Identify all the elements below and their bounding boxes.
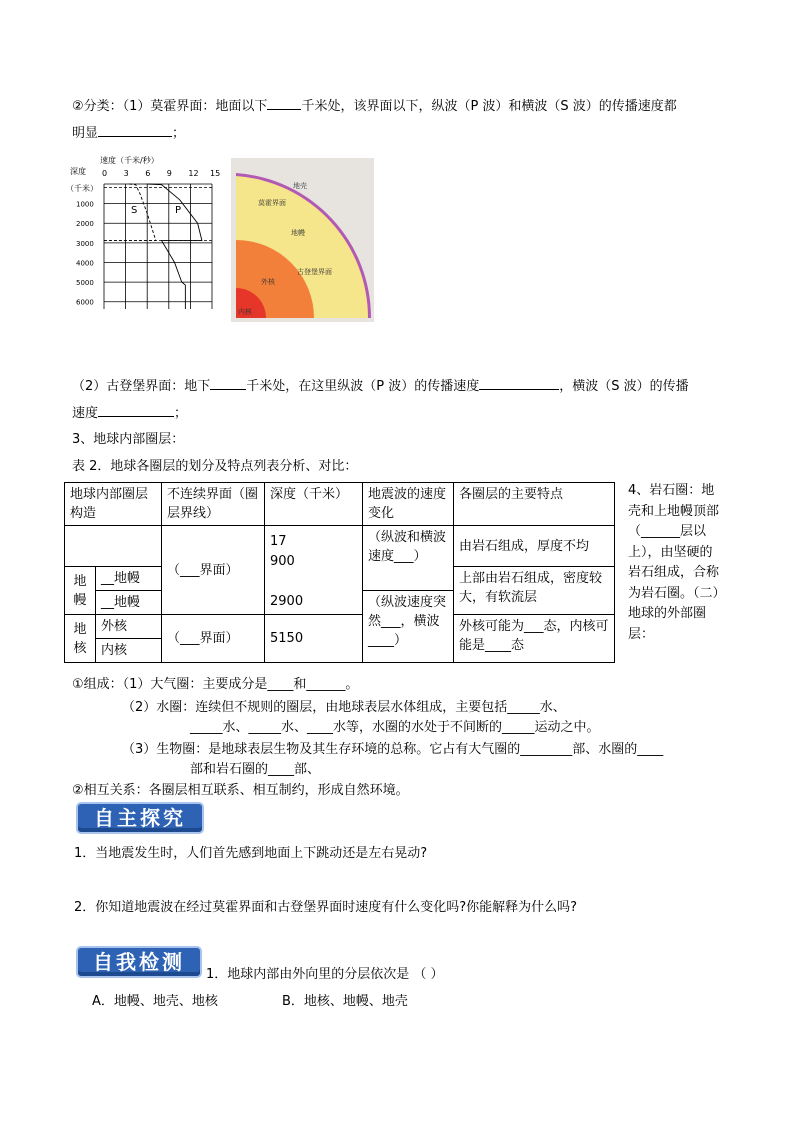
explore-question-1: 1．当地震发生时，人们首先感到地面上下跳动还是左右晃动? bbox=[74, 846, 428, 861]
p-wave-blank[interactable] bbox=[479, 377, 559, 390]
label-crust: 地壳 bbox=[293, 182, 307, 190]
label-mantle: 地幔 bbox=[291, 229, 305, 237]
series-line-s bbox=[104, 184, 156, 241]
cell-interface-1[interactable]: （___界面） bbox=[162, 526, 265, 615]
gutenberg-question-line bbox=[72, 377, 689, 396]
depth-tick-4000: 4000 bbox=[76, 259, 94, 268]
test-question-1: 1．地球内部由外向里的分层依次是 （ ） bbox=[206, 967, 444, 982]
cell-feature-crust: 由岩石组成，厚度不均 bbox=[454, 526, 615, 567]
label-gutenberg: 古登堡界面 bbox=[297, 268, 332, 276]
speed-tick-6: 6 bbox=[145, 169, 151, 178]
cell-depth-5150: 5150 bbox=[265, 615, 363, 663]
series-line-p bbox=[147, 184, 202, 309]
gutenberg-text-b: 千米处，在这里纵波（P 波）的传播速度 bbox=[246, 379, 480, 394]
cell-mantle: 地幔 bbox=[65, 567, 96, 615]
cell-core: 地核 bbox=[65, 615, 96, 663]
option-a[interactable]: A．地幔、地壳、地核 bbox=[92, 994, 218, 1009]
header-features: 各圈层的主要特点 bbox=[454, 483, 615, 526]
speed-tick-0: 0 bbox=[102, 169, 108, 178]
composition-line-3: _____水、_____水、____水等，水圈的水处于不间断的_____运动之中。 bbox=[190, 720, 600, 735]
table-row-crust bbox=[65, 526, 615, 567]
moho-depth-blank[interactable] bbox=[267, 97, 301, 110]
explore-badge: 自主探究 bbox=[76, 802, 204, 834]
composition-line-4: （3）生物圈：是地球表层生物及其生存环境的总称。它占有大气圈的________部、水圈的____ bbox=[122, 742, 664, 757]
header-structure: 地球内部圈层构造 bbox=[65, 483, 162, 526]
composition-line-2: （2）水圈：连续但不规则的圈层，由地球表层水体组成，主要包括_____水、 bbox=[122, 700, 566, 715]
table-caption: 表 2．地球各圈层的划分及特点列表分析、对比： bbox=[72, 459, 358, 474]
header-wave: 地震波的速度变化 bbox=[363, 483, 454, 526]
chart-title: 速度（千米/秒） bbox=[100, 156, 159, 165]
cell-upper-mantle[interactable]: __地幔 bbox=[96, 567, 162, 591]
moho-text-a: ②分类：（1）莫霍界面：地面以下 bbox=[72, 99, 268, 114]
depth-tick-6000: 6000 bbox=[76, 298, 94, 307]
earth-layers-table bbox=[64, 482, 615, 663]
section-heading: 3、地球内部圈层： bbox=[72, 432, 185, 447]
depth-tick-2000: 2000 bbox=[76, 220, 94, 229]
label-moho: 莫霍界面 bbox=[258, 199, 286, 207]
cell-wave-1[interactable]: （纵波和横波速度___） bbox=[363, 526, 454, 591]
table-header-row bbox=[65, 483, 615, 526]
cell-crust-empty[interactable] bbox=[65, 526, 162, 567]
depth-tick-3000: 3000 bbox=[76, 239, 94, 248]
speed-tick-12: 12 bbox=[188, 169, 199, 178]
cell-feature-mantle: 上部由岩石组成，密度较大，有软流层 bbox=[454, 567, 615, 615]
header-depth: 深度（千米） bbox=[265, 483, 363, 526]
series-label-s: S bbox=[131, 205, 138, 216]
gutenberg-question-line-2: 速度 ； bbox=[72, 406, 188, 421]
cell-outer-core: 外核 bbox=[96, 615, 162, 639]
cell-lower-mantle[interactable]: __地幔 bbox=[96, 591, 162, 615]
table-row-outer-core bbox=[65, 615, 615, 639]
earth-structure-diagram bbox=[231, 158, 374, 322]
cell-depths-upper bbox=[265, 526, 363, 615]
cell-feature-core[interactable]: 外核可能为___态，内核可能是____态 bbox=[454, 615, 615, 663]
moho-question-line bbox=[72, 97, 677, 116]
cell-inner-core: 内核 bbox=[96, 639, 162, 663]
depth-unit-label: （千米） bbox=[66, 184, 98, 193]
series-label-p: P bbox=[175, 205, 182, 216]
self-test-badge: 自我检测 bbox=[76, 946, 202, 978]
speed-tick-15: 15 bbox=[210, 169, 221, 178]
cell-interface-2[interactable]: （___界面） bbox=[162, 615, 265, 663]
header-interface: 不连续界面（圈层界线） bbox=[162, 483, 265, 526]
lithosphere-side-text: 4、岩石圈：地壳和上地幔顶部（______层以上），由坚硬的岩石组成，合称为岩石圈。（二）地球的外部圈层： bbox=[628, 483, 720, 642]
gutenberg-text-a: （2）古登堡界面：地下 bbox=[72, 379, 211, 394]
gutenberg-text-c: ，横波（S 波）的传播 bbox=[559, 379, 689, 394]
s-wave-blank[interactable] bbox=[98, 404, 174, 417]
depth-2900: 2900 bbox=[270, 594, 304, 609]
moho-text-c: 明显 bbox=[72, 126, 99, 141]
depth-900: 900 bbox=[270, 554, 295, 569]
gutenberg-depth-blank[interactable] bbox=[210, 377, 246, 390]
moho-text-b: 千米处，该界面以下，纵波（P 波）和横波（S 波）的传播速度都 bbox=[301, 99, 677, 114]
label-outer-core: 外核 bbox=[261, 278, 275, 286]
depth-tick-5000: 5000 bbox=[76, 279, 94, 288]
option-b[interactable]: B．地核、地幔、地壳 bbox=[282, 994, 408, 1009]
label-inner-core: 内核 bbox=[238, 308, 252, 316]
speed-tick-3: 3 bbox=[123, 169, 129, 178]
moho-change-blank[interactable] bbox=[98, 124, 172, 137]
depth-axis-label: 深度 bbox=[70, 167, 86, 176]
composition-line-5: 部和岩石圈的____部、 bbox=[190, 762, 321, 777]
speed-tick-9: 9 bbox=[166, 169, 172, 178]
moho-question-line-2: 明显 ； bbox=[72, 126, 186, 141]
depth-17: 17 bbox=[270, 534, 287, 549]
cell-wave-2[interactable]: （纵波速度突然___，横波____） bbox=[363, 591, 454, 663]
relationship-line: ②相互关系：各圈层相互联系、相互制约，形成自然环境。 bbox=[72, 783, 409, 798]
speed-word: 速度 bbox=[72, 406, 99, 421]
seismic-velocity-chart bbox=[66, 154, 226, 316]
composition-line-1: ①组成：（1）大气圈：主要成分是____和______。 bbox=[72, 677, 359, 692]
depth-tick-1000: 1000 bbox=[76, 200, 94, 209]
explore-question-2: 2．你知道地震波在经过莫霍界面和古登堡界面时速度有什么变化吗?你能解释为什么吗? bbox=[74, 900, 578, 915]
